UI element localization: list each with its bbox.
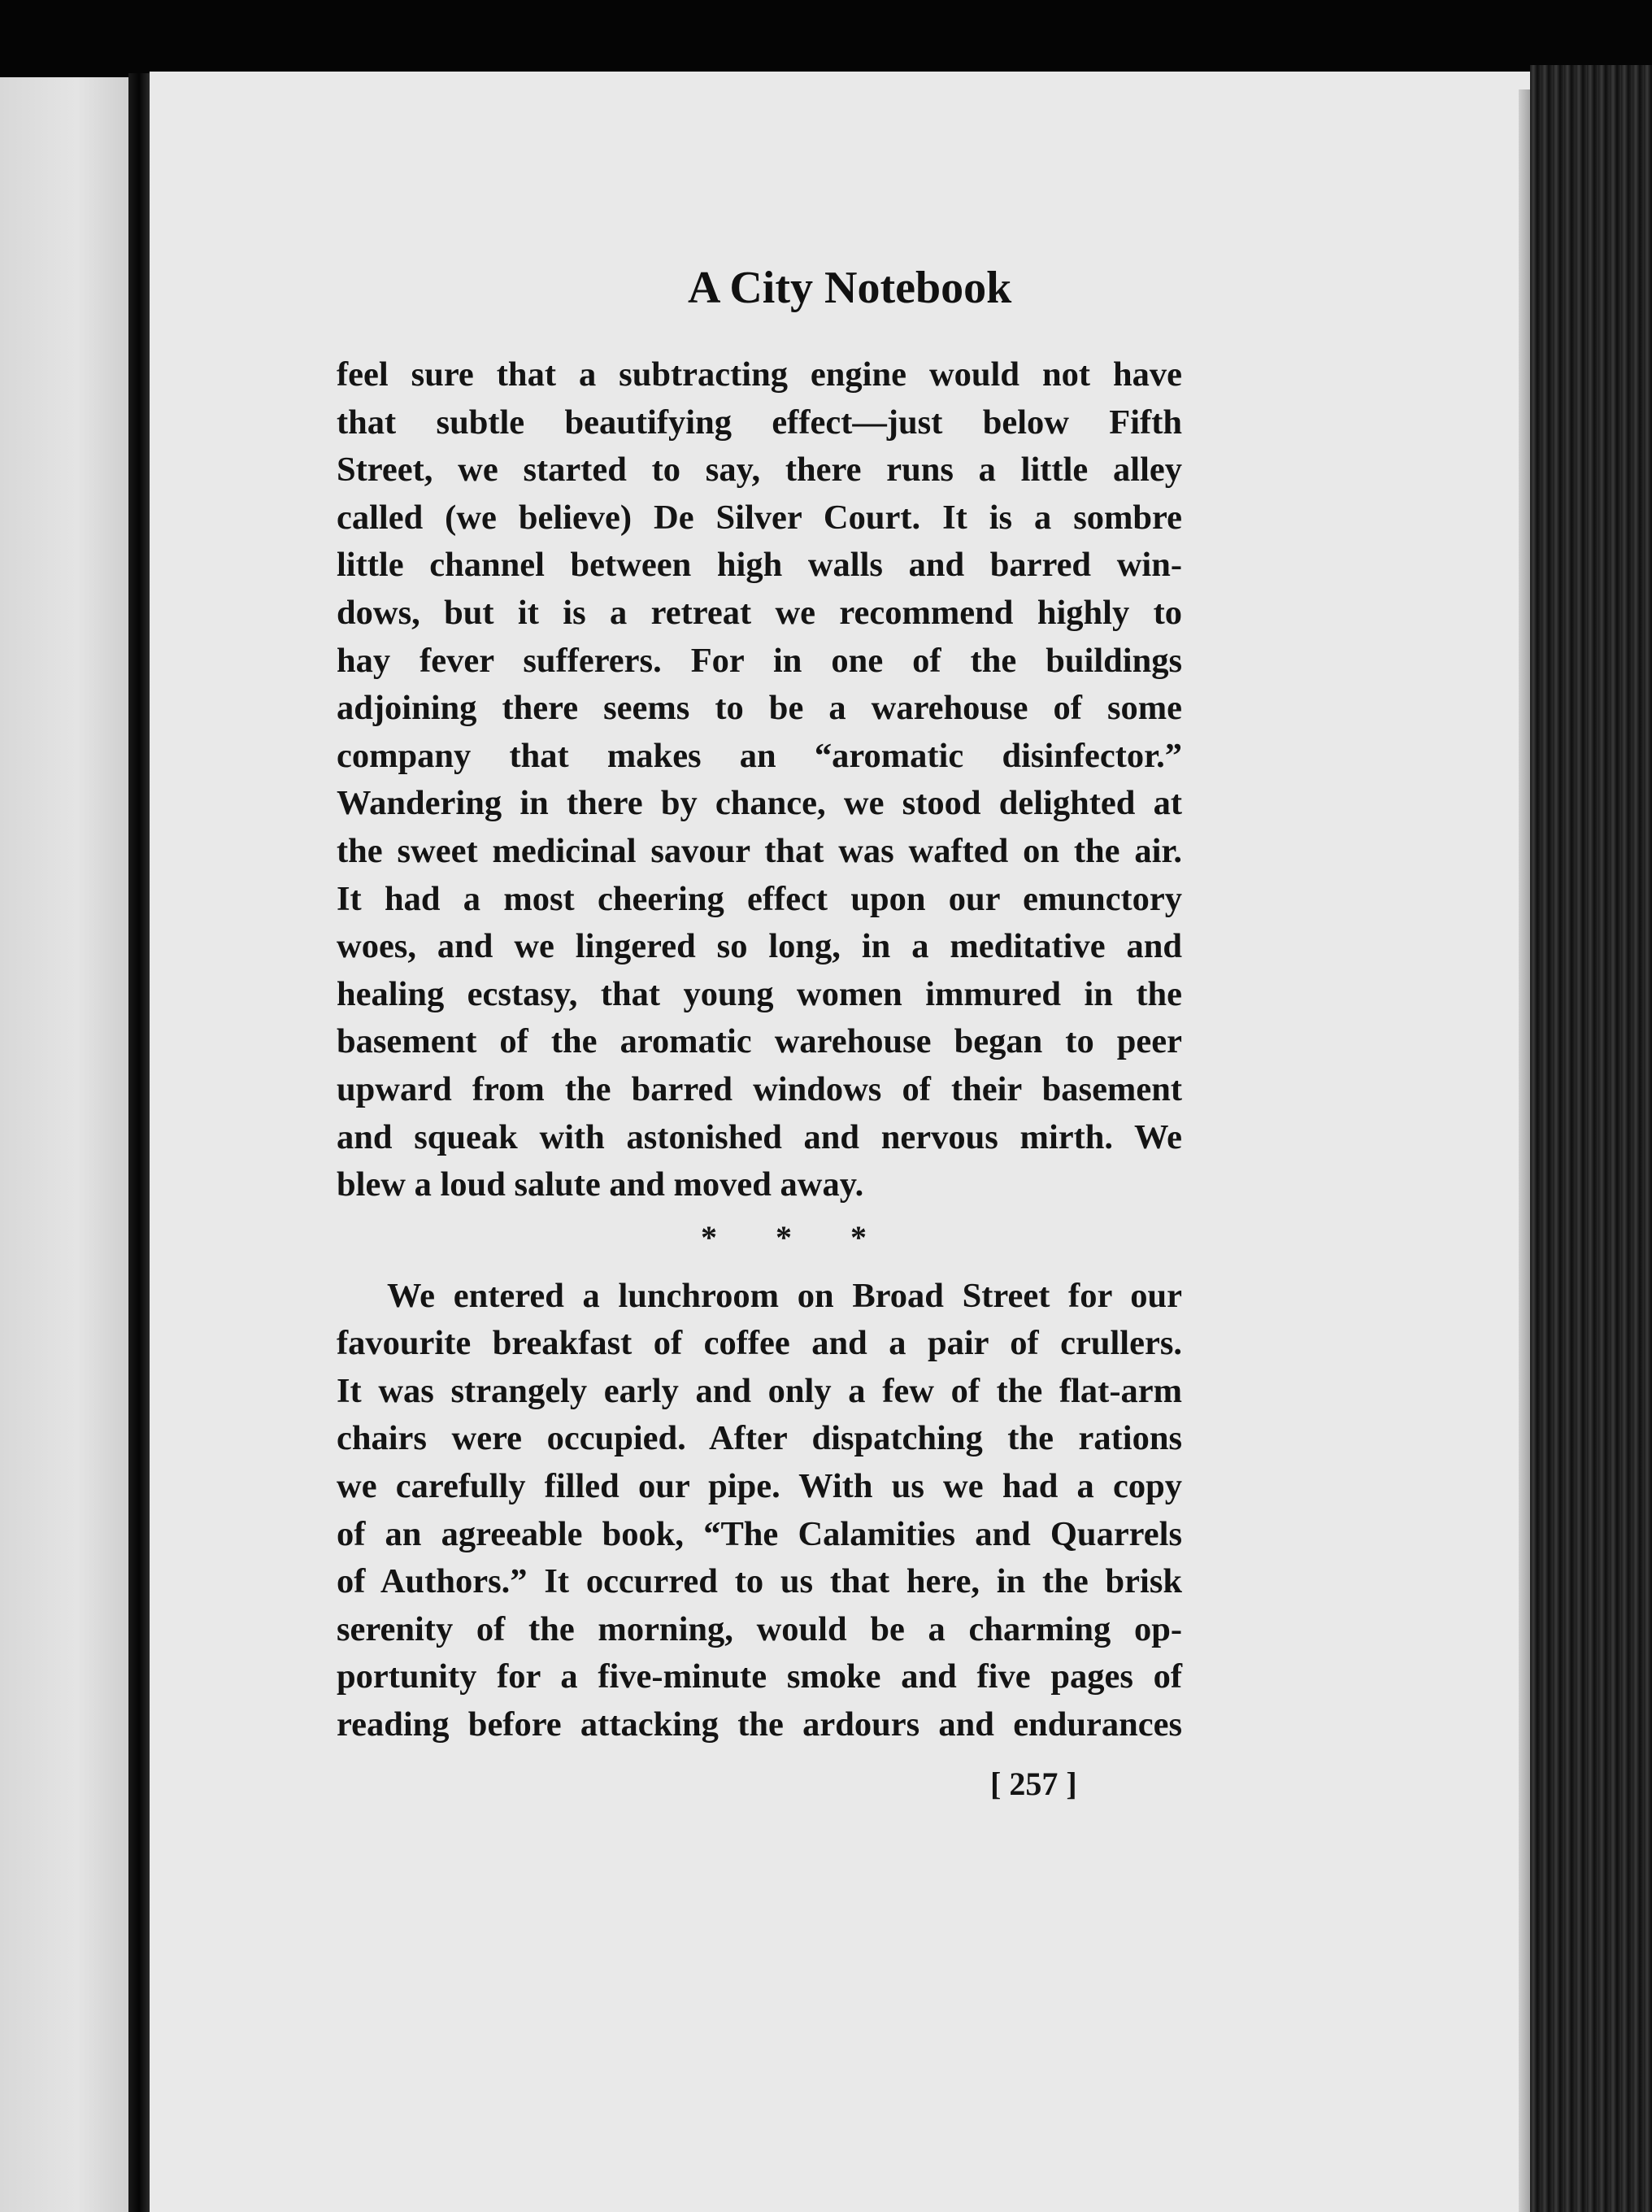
paragraph-2 <box>337 1273 1182 1749</box>
text-line: It was strangely early and only a few of the flat-arm <box>337 1371 1182 1410</box>
book-binding-edge <box>1530 65 1652 2212</box>
paragraph-1 <box>337 351 1182 1209</box>
page-number: [ 257 ] <box>990 1766 1077 1802</box>
text-line: adjoining there seems to be a warehouse of some <box>337 689 1182 728</box>
body-text <box>337 351 1182 1749</box>
text-line: We entered a lunchroom on Broad Street for our <box>387 1276 1182 1315</box>
text-line: feel sure that a subtracting engine would not have <box>337 355 1182 394</box>
text-line: Street, we started to say, there runs a little alley <box>337 451 1182 490</box>
text-line: portunity for a five-minute smoke and five pages of <box>337 1657 1182 1696</box>
section-separator: * * * <box>701 1218 867 1256</box>
text-line: reading before attacking the ardours and endurances <box>337 1705 1182 1744</box>
text-line: It had a most cheering effect upon our emunctory <box>337 879 1182 918</box>
text-line: chairs were occupied. After dispatching the rations <box>337 1419 1182 1458</box>
text-line: called (we believe) De Silver Court. It is a sombre <box>337 498 1182 537</box>
text-line: the sweet medicinal savour that was wafted on the air. <box>337 831 1182 870</box>
text-line: company that makes an “aromatic disinfector.” <box>337 736 1182 775</box>
scan-border-top <box>0 0 1652 77</box>
book-gutter <box>128 73 150 2212</box>
text-line: hay fever sufferers. For in one of the buildings <box>337 641 1182 680</box>
text-line: healing ecstasy, that young women immured in the <box>337 974 1182 1013</box>
text-line: serenity of the morning, would be a charming op- <box>337 1609 1182 1648</box>
text-line: of Authors.” It occurred to us that here, in the brisk <box>337 1562 1182 1601</box>
text-line: basement of the aromatic warehouse began to peer <box>337 1022 1182 1061</box>
text-line: woes, and we lingered so long, in a meditative and <box>337 927 1182 966</box>
running-head-text: A City Notebook <box>688 263 1012 313</box>
text-line: upward from the barred windows of their basement <box>337 1069 1182 1108</box>
text-line: that subtle beautifying effect—just below Fifth <box>337 403 1182 442</box>
previous-page-edge <box>0 77 128 2212</box>
text-line: favourite breakfast of coffee and a pair of crullers. <box>337 1324 1182 1363</box>
text-line: of an agreeable book, “The Calamities and Quarrels <box>337 1514 1182 1553</box>
text-line: blew a loud salute and moved away. <box>337 1165 864 1204</box>
text-line: little channel between high walls and barred win- <box>337 546 1182 585</box>
text-line: and squeak with astonished and nervous mirth. We <box>337 1117 1182 1156</box>
text-line: dows, but it is a retreat we recommend highly to <box>337 593 1182 632</box>
text-line: Wandering in there by chance, we stood delighted at <box>337 784 1182 823</box>
text-line: we carefully filled our pipe. With us we had a copy <box>337 1467 1182 1506</box>
